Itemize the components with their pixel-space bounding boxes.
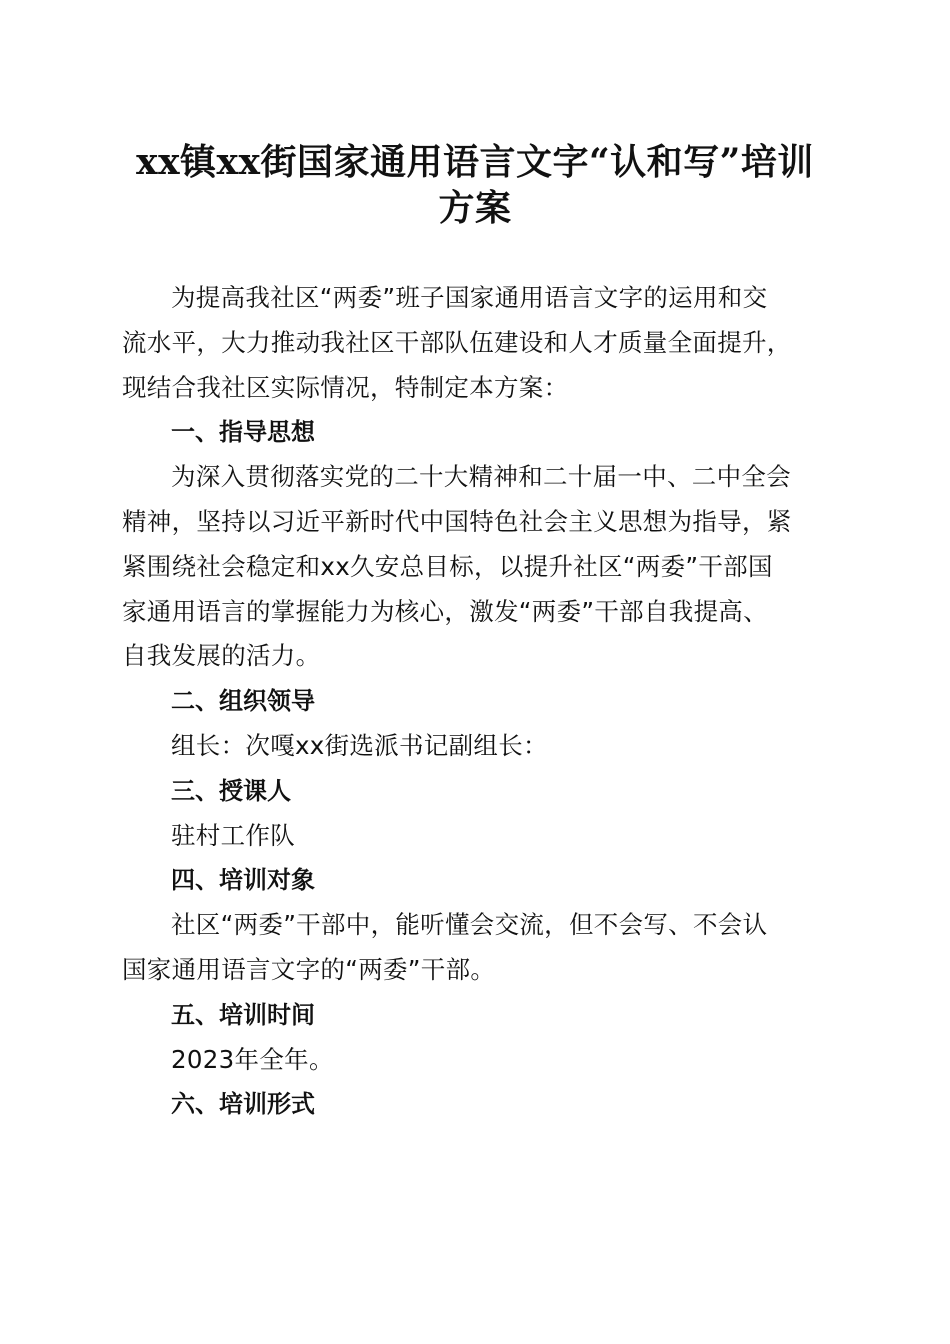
- paragraph-line: 驻村工作队: [171, 820, 295, 850]
- section-heading-instructor: 三、授课人: [171, 776, 291, 805]
- section-heading-guiding-ideology: 一、指导思想: [171, 418, 315, 447]
- document-title-line-1: xx镇xx街国家通用语言文字“认和写”培训: [136, 141, 814, 183]
- section-heading-trainees: 四、培训对象: [171, 866, 315, 895]
- section-heading-organization: 二、组织领导: [171, 687, 315, 716]
- section-paragraph-guiding-ideology: [122, 455, 828, 679]
- paragraph-line: 2023年全年。: [171, 1044, 334, 1074]
- paragraph-line: 国家通用语言文字的“两委”干部。: [122, 954, 496, 984]
- document-body: [122, 276, 828, 1127]
- section-paragraph-organization: [122, 724, 828, 769]
- section-paragraph-trainees: [122, 903, 828, 993]
- document-title-line-2: 方案: [438, 187, 512, 229]
- section-heading-training-time: 五、培训时间: [171, 1000, 315, 1029]
- paragraph-line: 组长：次嘎xx街选派书记副组长：: [171, 730, 548, 760]
- intro-paragraph: [122, 276, 828, 410]
- section-heading-training-format: 六、培训形式: [171, 1090, 315, 1119]
- section-paragraph-training-time: [122, 1038, 828, 1083]
- intro-line: 流水平，大力推动我社区干部队伍建设和人才质量全面提升，: [122, 327, 792, 357]
- paragraph-line: 社区“两委”干部中，能听懂会交流，但不会写、不会认: [171, 910, 768, 940]
- paragraph-line: 为深入贯彻落实党的二十大精神和二十届一中、二中全会: [171, 462, 791, 492]
- paragraph-line: 自我发展的活力。: [122, 641, 321, 671]
- paragraph-line: 精神，坚持以习近平新时代中国特色社会主义思想为指导，紧: [122, 506, 792, 536]
- intro-line: 为提高我社区“两委”班子国家通用语言文字的运用和交: [171, 283, 768, 312]
- intro-line: 现结合我社区实际情况，特制定本方案：: [122, 372, 569, 402]
- section-paragraph-instructor: [122, 814, 828, 859]
- paragraph-line: 紧围绕社会稳定和xx久安总目标，以提升社区“两委”干部国: [122, 551, 773, 581]
- paragraph-line: 家通用语言的掌握能力为核心，激发“两委”干部自我提高、: [122, 596, 768, 626]
